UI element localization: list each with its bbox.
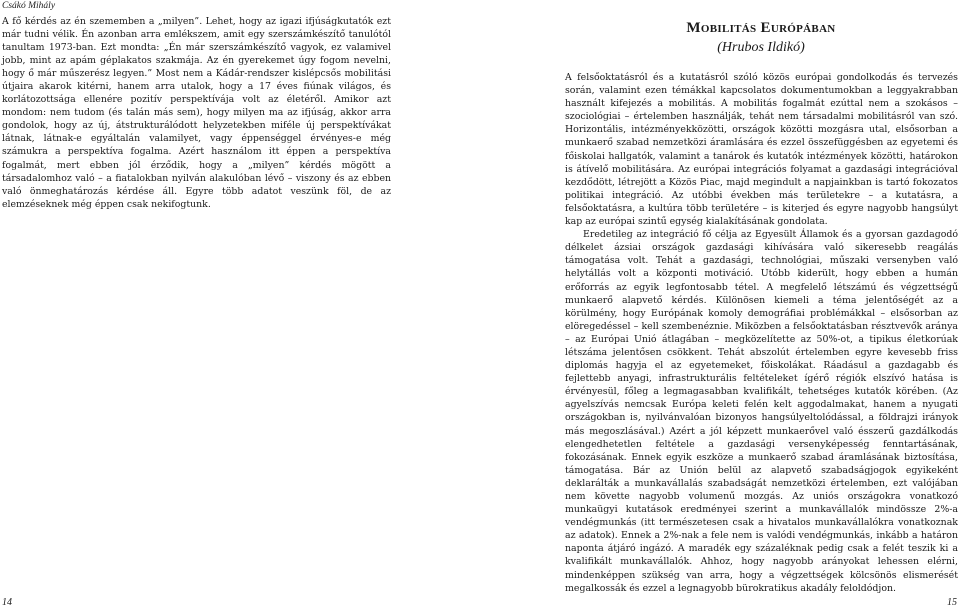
right-paragraph-1: A felsőoktatásról és a kutatásról szóló közös európai gondolkodás és tervezés során, valamint ezen témákkal kapcsolatos dokumentumokban a leggyakrabban használt kifejezés a mobilitás. A mobilitás fogalmát ezúttal nem a szokásos – szociológiai – értelemben használják, tehát nem társadalmi mobilitásról van szó. Horizontális, intézményekközötti, országok közötti mozgásra utal, elsősorban a munkaerő szabad nemzetközi áramlására és ezzel összefüggésben az egyetemi és főiskolai hallgatók, valamint a tanárok és kutatók intézmények közötti, határokon is átívelő mobilitására. Az európai integrációs folyamat a gazdasági integrációval kezdődött, létrejött a Közös Piac, majd megindult a napjainkban is tartó fokozatos politikai integráció. Az utóbbi években más területekre – a kutatásra, a felsőoktatásra, a kultúra több területére – is kiterjed és egyre nagyobb hangsúlyt kap az európai szintű egység kialakításának gondolata. (565, 72, 958, 228)
right-paragraph-2: Eredetileg az integráció fő célja az Egyesült Államok és a gyorsan gazdagodó délkelet ázsiai országok gazdasági kihívására való sikeresebb reagálás támogatása volt. Tehát a gazdasági, technológiai, műszaki versenyben való helytállás volt a központi motiváció. Utóbb kiderült, hogy ebben a humán erőforrás az egyik legfontosabb tétel. A megfelelő létszámú és végzettségű munkaerő alapvető kérdés. Különösen kiemeli a téma jelentőségét az a körülmény, hogy Európának komoly demográfiai problémákkal – elsősorban az elöregedéssel – kell szembenéznie. Miközben a felsőoktatásban résztvevők aránya – az Európai Unió átlagában – megközelítette az 50%-ot, a tipikus életkorúak létszáma jelentősen csökkent. Tehát abszolút értelemben egyre kevesebb friss diplomás hagyja el az egyetemeket, főiskolákat. Ráadásul a gazdagabb és fejlettebb anyagi, infrastrukturális feltételeket ígérő régiók elszívó hatása is érvényesül, főleg a legmagasabban kvalifikált, tehetséges kutatók körében. (Az agyelszívás nemcsak Európa keleti felén kelt aggodalmakat, hanem a nyugati országokban is, nyilvánvalóan bizonyos hangsúlyeltolódással, a földrajzi irányok más megoszlásával.) Azért a jól képzett munkaerővel való ésszerű gazdálkodás elengedhetetlen feltétele a gazdasági versenyképesség fenntartásának, fokozásának. Ennek egyik eszköze a munkaerő szabad áramlásának biztosítása, támogatása. Bár az Unión belül az alapvető szabadságjogok egyikeként deklarálták a munkavállalás szabadságát nemzetközi értelemben, ezt valójában nem követte nagyobb volumenű mozgás. Az uniós országokra vonatkozó munkaügyi kutatások eredményei szerint a munkavállalók mindössze 2%-a vendégmunkás (itt természetesen csak a hivatalos munkavállalókra vonatkoznak az adatok). Ennek a 2%-nak a fele nem is valódi vendégmunkás, inkább a határon napontа átjáró ingázó. A maradék egy százaléknak pedig csak a felét teszik ki a kvalifikált munkavállalók. Ahhoz, hogy nagyobb arányokat lehessen elérni, mindenképpen szükség van arra, hogy a végzettségek kölcsönös elismerését megalkossák és ezzel a legnagyobb bürokratikus akadály feloldódjon. (565, 229, 958, 594)
right-column (565, 71, 958, 595)
left-paragraph-1: A fő kérdés az én szememben a „milyen”. Lehet, hogy az igazi ifjúságkutatók ezt már tudni vélik. Én azonban arra emlékszem, amit egy szerszámkészítő tanulótól tanultam 1973-ban. Ezt mondta: „Én már szerszámkészítő vagyok, ez valamivel jobb, mint az apám géplakatos szakmája. Az én gyerekemet úgy fogom nevelni, hogy ő már műszerész legyen.” Most nem a Kádár-rendszer kislépcsős mobilitási útjaira akarok kitérni, hanem arra utalok, hogy a 17 éves fiúnak világos, és korlátozottsága ellenére pozitív perspektívája volt az életéről. Amikor azt mondom: nem tudom (és talán más sem), hogy milyen ma az ifjúság, akkor arra gondolok, hogy az új, átstrukturálódott helyzetekben miféle új perspektívákat látnak, látnak-e egyáltalán valamilyet, vagy éppenséggel érvényes-e még számukra a perspektíva fogalma. Azért használom itt éppen a perspektíva fogalmát, mert ebben jól érződik, hogy a „milyen” kérdés mögött a társadalomhoz való – a fiatalokban nyilván alakulóban lévő – viszony és az ebben való önmeghatározás kérdése áll. Egyre több adatot veszünk föl, de az elemzéseknek még éppen csak nekifogtunk. (2, 16, 391, 210)
left-column (2, 15, 391, 211)
running-head: Csákó Mihály (2, 1, 56, 11)
page-number-right: 15 (947, 597, 957, 608)
article-author: (Hrubos Ildikó) (717, 40, 805, 55)
page-number-left: 14 (2, 597, 12, 608)
right-page (562, 0, 960, 608)
left-page (0, 0, 395, 608)
article-title: Mobilitás Európában (686, 20, 836, 36)
